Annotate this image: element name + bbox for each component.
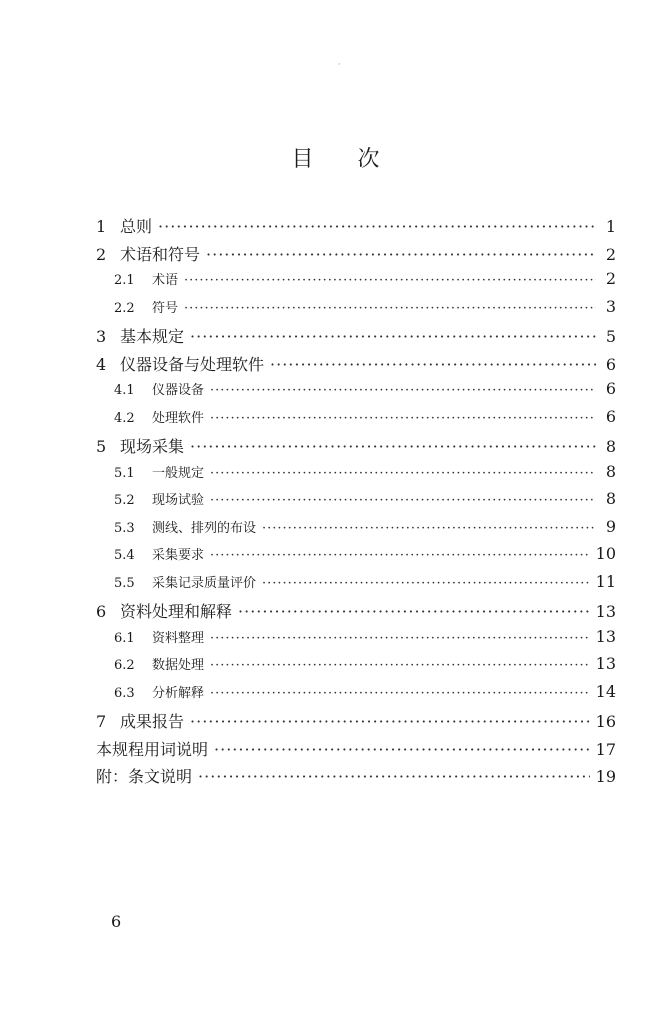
toc-entry[interactable] <box>96 627 616 655</box>
toc-dot-leader <box>198 767 590 786</box>
toc-entry-page: 11 <box>595 571 616 591</box>
toc-entry-page: 8 <box>605 461 616 481</box>
toc-entry-label: 现场试验 <box>152 493 205 508</box>
toc-entry[interactable] <box>96 324 616 352</box>
toc-entry-number: 6.2 <box>114 658 135 673</box>
toc-entry[interactable] <box>96 599 616 627</box>
toc-entry-label: 现场采集 <box>120 437 185 456</box>
toc-entry-number: 4 <box>96 354 107 374</box>
toc-entry-number: 5 <box>96 437 107 456</box>
toc-entry-page: 19 <box>595 767 616 786</box>
toc-entry-number: 5.2 <box>114 493 135 508</box>
toc-entry-label: 成果报告 <box>120 712 185 731</box>
toc-entry-number: 2.2 <box>114 300 135 316</box>
toc-entry[interactable] <box>96 269 616 297</box>
toc-entry-label: 总则 <box>120 217 153 236</box>
toc-entry[interactable] <box>96 242 616 270</box>
toc-entry[interactable] <box>96 682 616 710</box>
toc-entry-label: 分析解释 <box>152 685 205 701</box>
toc-entry-number: 4.1 <box>114 383 135 398</box>
toc-entry-label: 仪器设备与处理软件 <box>120 354 265 374</box>
toc-entry-page: 13 <box>595 626 616 646</box>
toc-dot-leader <box>184 273 596 288</box>
toc-entry-label: 采集记录质量评价 <box>152 575 257 591</box>
toc-entry[interactable] <box>96 737 616 765</box>
toc-entry-label: 基本规定 <box>120 327 185 346</box>
toc-dot-leader <box>210 493 596 508</box>
toc-entry[interactable] <box>96 214 616 242</box>
toc-entry[interactable] <box>96 572 616 600</box>
toc-entry-page: 13 <box>595 602 616 621</box>
toc-entry-label: 一般规定 <box>152 465 205 481</box>
toc-dot-leader <box>206 245 596 264</box>
toc-entry-number: 7 <box>96 712 107 731</box>
scan-mark: · <box>338 60 341 69</box>
toc-entry-number: 5.1 <box>114 465 135 481</box>
table-of-contents <box>96 214 616 792</box>
page-title: 目次 <box>291 147 424 172</box>
toc-entry-page: 16 <box>595 712 616 731</box>
toc-entry-page: 10 <box>595 544 616 563</box>
toc-entry[interactable] <box>96 379 616 407</box>
toc-entry-page: 6 <box>605 406 616 426</box>
toc-entry[interactable] <box>96 462 616 490</box>
toc-entry-page: 8 <box>605 489 616 508</box>
toc-dot-leader <box>210 631 590 646</box>
toc-dot-leader <box>190 712 590 731</box>
toc-entry-page: 14 <box>595 681 616 701</box>
toc-entry-label: 本规程用词说明 <box>96 739 209 759</box>
toc-entry-label: 仪器设备 <box>152 383 205 398</box>
toc-entry-page: 2 <box>605 269 616 288</box>
toc-entry-number: 5.3 <box>114 520 135 536</box>
toc-entry-number: 3 <box>96 327 107 346</box>
toc-entry[interactable] <box>96 709 616 737</box>
toc-entry-number: 1 <box>96 217 107 236</box>
toc-entry[interactable] <box>96 517 616 545</box>
toc-entry-page: 17 <box>595 739 616 759</box>
toc-entry-label: 数据处理 <box>152 658 205 673</box>
toc-dot-leader <box>210 658 590 673</box>
toc-entry-label: 附：条文说明 <box>96 767 193 786</box>
toc-entry-page: 5 <box>605 327 616 346</box>
toc-dot-leader <box>190 327 596 346</box>
toc-dot-leader <box>262 521 596 536</box>
toc-entry-number: 6.1 <box>114 630 135 646</box>
toc-dot-leader <box>238 602 590 621</box>
toc-entry-number: 4.2 <box>114 410 135 426</box>
toc-entry-page: 2 <box>605 244 616 264</box>
toc-entry-page: 9 <box>605 516 616 536</box>
toc-dot-leader <box>210 466 596 481</box>
toc-entry-label: 术语和符号 <box>120 244 201 264</box>
toc-entry-number: 6 <box>96 602 107 621</box>
toc-entry[interactable] <box>96 352 616 380</box>
toc-entry[interactable] <box>96 489 616 517</box>
toc-dot-leader <box>210 686 590 701</box>
toc-entry-label: 处理软件 <box>152 410 205 426</box>
toc-dot-leader <box>214 740 590 759</box>
toc-entry-page: 6 <box>605 354 616 374</box>
toc-dot-leader <box>210 383 596 398</box>
toc-entry[interactable] <box>96 654 616 682</box>
toc-dot-leader <box>184 301 596 316</box>
toc-entry-label: 资料处理和解释 <box>120 602 233 621</box>
footer-page-number: 6 <box>111 912 122 931</box>
toc-entry-page: 1 <box>605 217 616 236</box>
toc-dot-leader <box>270 355 596 374</box>
toc-dot-leader <box>190 437 596 456</box>
toc-entry-label: 采集要求 <box>152 548 205 563</box>
toc-entry-number: 5.4 <box>114 548 135 563</box>
toc-entry[interactable] <box>96 407 616 435</box>
toc-entry-page: 3 <box>605 296 616 316</box>
toc-entry-label: 符号 <box>152 300 179 316</box>
toc-dot-leader <box>158 217 596 236</box>
toc-entry-page: 13 <box>595 654 616 673</box>
toc-entry[interactable] <box>96 434 616 462</box>
toc-entry[interactable] <box>96 764 616 792</box>
toc-entry-number: 5.5 <box>114 575 135 591</box>
toc-entry-number: 2.1 <box>114 273 135 288</box>
toc-entry[interactable] <box>96 544 616 572</box>
toc-entry[interactable] <box>96 297 616 325</box>
toc-entry-number: 2 <box>96 244 107 264</box>
toc-entry-label: 术语 <box>152 273 179 288</box>
toc-dot-leader <box>210 548 590 563</box>
toc-entry-page: 6 <box>605 379 616 398</box>
toc-entry-label: 测线、排列的布设 <box>152 520 257 536</box>
toc-entry-label: 资料整理 <box>152 630 205 646</box>
toc-entry-page: 8 <box>605 437 616 456</box>
toc-entry-number: 6.3 <box>114 685 135 701</box>
toc-dot-leader <box>210 411 596 426</box>
toc-dot-leader <box>262 576 590 591</box>
